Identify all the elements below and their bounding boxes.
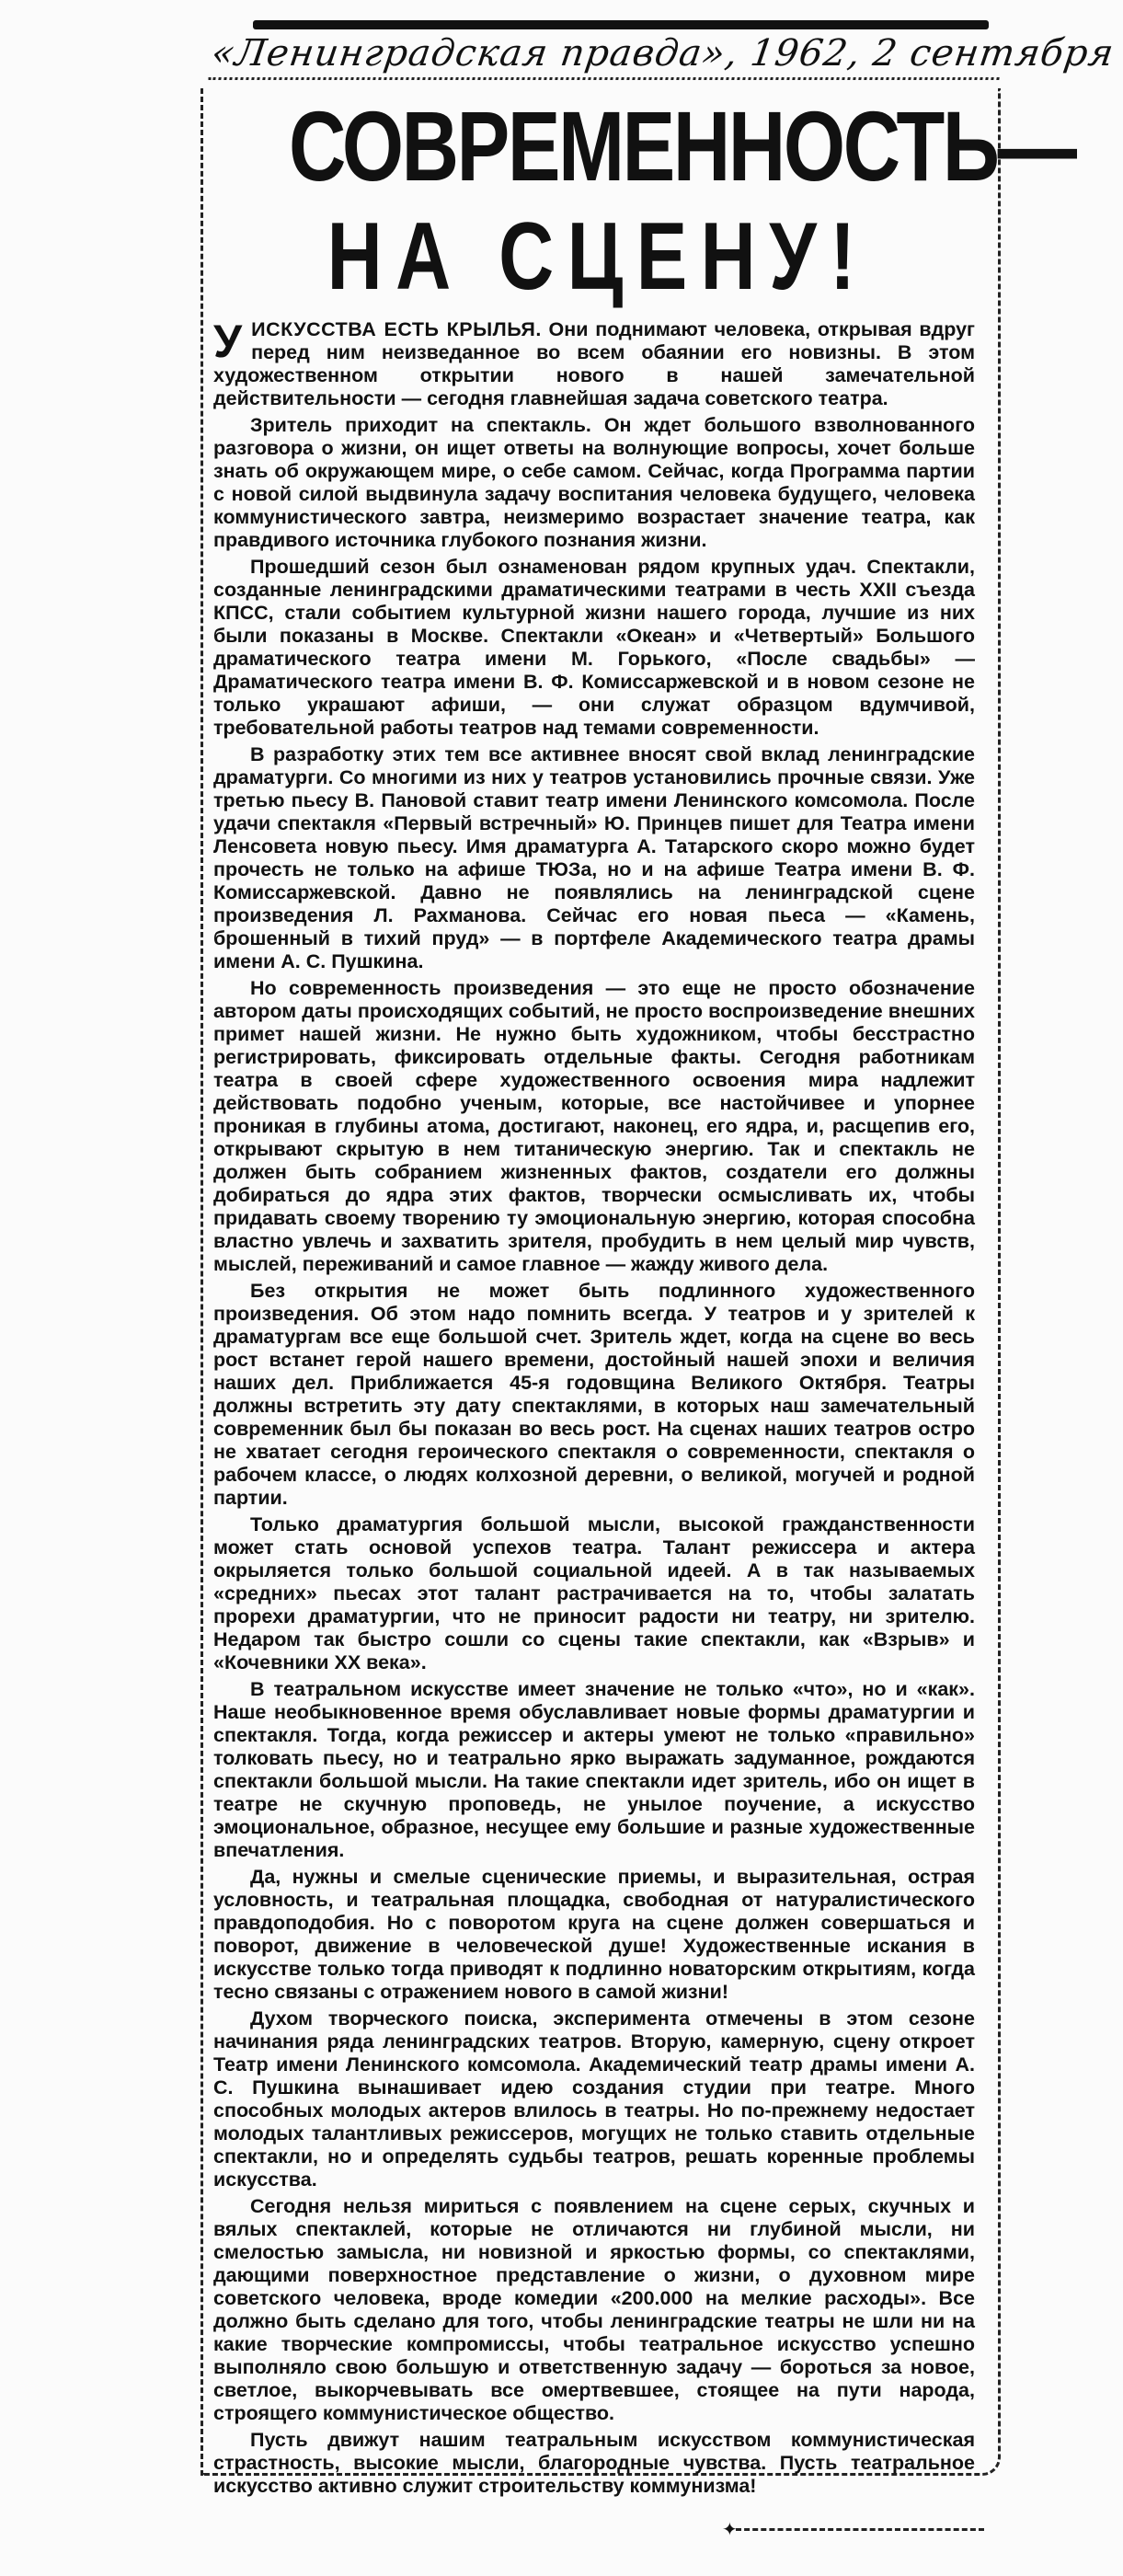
- handwritten-source-note: «Ленинградская правда», 1962, 2 сентября: [208, 31, 1005, 80]
- lead-in: ИСКУССТВА ЕСТЬ КРЫЛЬЯ.: [251, 318, 542, 340]
- paragraph-4: В разработку этих тем все активнее вносят свой вклад ленинградские драматурги. Со многими из них у театров установились прочные связи. Уже третью пьесу В. Пановой ставит театр имени Ленинского комсомола. После удачи спектакля «Первый встречный» Ю. Принцев пишет для Театра имени Ленсовета новую пьесу. Имя драматурга А. Татарского скоро можно будет прочесть не только на афише ТЮЗа, но и на афише Театра имени В. Ф. Комиссаржевской. Давно не появлялись на ленинградской сцене произведения Л. Рахманова. Сейчас его новая пьеса — «Камень, брошенный в тихий пруд» — в портфеле Академического театра драмы имени А. С. Пушкина.: [213, 743, 975, 972]
- headline-line-1: СОВРЕМЕННОСТЬ—: [289, 90, 1075, 201]
- paragraph-11: Сегодня нельзя мириться с появлением на сцене серых, скучных и вялых спектаклей, которые не отличаются ни глубиной мысли, ни смелостью замысла, ни новизной и яркостью формы, со спектаклями, дающими поверхностное представление о жизни, о духовном мире советского человека, вроде комедии «200.000 на мелкие расходы». Все должно быть сделано для того, чтобы ленинградские театры не шли ни на какие творческие компромиссы, чтобы театральное искусство успешно выполняло свою большую и ответственную задачу — бороться за новое, светлое, выкорчевывать все омертвевшее, стоящее на пути народа, строящего коммунистическое общество.: [213, 2195, 975, 2424]
- article-body: [213, 318, 975, 2501]
- end-mark-icon: ✦: [722, 2520, 738, 2540]
- headline-line-2: НА СЦЕНУ!: [327, 203, 869, 310]
- paragraph-2: Зритель приходит на спектакль. Он ждет большого взволнованного разговора о жизни, он ищет ответы на волнующие вопросы, хочет больше знать об окружающем мире, о себе самом. Сейчас, когда Программа партии с новой силой выдвинула задачу воспитания человека будущего, человека коммунистического завтра, неизмеримо возрастает значение театра, как правдивого источника глубокого познания жизни.: [213, 414, 975, 551]
- paragraph-1: [213, 318, 975, 410]
- clipping-top-rule: [253, 20, 989, 29]
- paragraph-8: В театральном искусстве имеет значение не только «что», но и «как». Наше необыкновенное время обуславливает новые формы драматургии и спектакля. Тогда, когда режиссер и актеры умеют не только «правильно» толковать пьесу, но и театрально ярко выражать задуманное, рождаются спектакли большой мысли. На такие спектакли идет зритель, ибо он ищет в театре не скучную проповедь, не унылое поучение, а искусство эмоциональное, образное, несущее ему большие и разные художественные впечатления.: [213, 1678, 975, 1861]
- paragraph-6: Без открытия не может быть подлинного художественного произведения. Об этом надо помнить всегда. У театров и у зрителей к драматургам все еще большой счет. Зритель ждет, когда на сцене во весь рост встанет герой нашего времени, достойный нашей эпохи и величия наших дел. Приближается 45-я годовщина Великого Октября. Театры должны встретить эту дату спектаклями, в которых наш замечательный современник был бы показан во весь рост. На сценах наших театров остро не хватает сегодня героического спектакля о современности, спектакля о рабочем классе, о людях колхозной деревни, о великой, могучей и родной партии.: [213, 1280, 975, 1509]
- drop-cap: У: [213, 316, 243, 367]
- paragraph-10: Духом творческого поиска, эксперимента отмечены в этом сезоне начинания ряда ленинградских театров. Вторую, камерную, сцену откроет Театр имени Ленинского комсомола. Академический театр драмы имени А. С. Пушкина вынашивает идею создания студии при театре. Много способных молодых актеров влилось в театры. Но по-прежнему недостает молодых талантливых режиссеров, могущих не только ставить отдельные спектакли, но и определять судьбы театров, решать коренные проблемы искусства.: [213, 2007, 975, 2191]
- paragraph-7: Только драматургия большой мысли, высокой гражданственности может стать основой успехов театра. Талант режиссера и актера окрыляется только большой социальной идеей. А в так называемых «средних» пьесах этот талант растрачивается на то, чтобы залатать прорехи драматургии, что не приносит радости ни театру, ни зрителю. Недаром так быстро сошли со сцены такие спектакли, как «Взрыв» и «Кочевники XX века».: [213, 1513, 975, 1673]
- clipping-end-rule: [736, 2528, 984, 2531]
- paragraph-text: Они поднимают человека, открывая вдруг перед ним неизведанное во всем обаянии его новизны. В этом художественном открытии нового в нашей замечательной действительности — сегодня главнейшая задача советского театра.: [213, 318, 976, 409]
- paragraph-3: Прошедший сезон был ознаменован рядом крупных удач. Спектакли, созданные ленинградскими драматическими театрами в честь XXII съезда КПСС, стали событием культурной жизни нашего города, лучшие из них были показаны в Москве. Спектакли «Океан» и «Четвертый» Большого драматического театра имени М. Горького, «После свадьбы» — Драматического театра имени В. Ф. Комиссаржевской и в новом сезоне не только украшают афиши, — они служат образцом вдумчивой, требовательной работы театров над темами современности.: [213, 556, 975, 739]
- paragraph-12: Пусть движут нашим театральным искусством коммунистическая страстность, высокие мысли, благородные чувства. Пусть театральное искусство активно служит строительству коммунизма!: [213, 2429, 975, 2497]
- paragraph-9: Да, нужны и смелые сценические приемы, и выразительная, острая условность, и театральная площадка, свободная от натуралистического правдоподобия. Но с поворотом круга на сцене должен совершаться и поворот, движение в человеческой душе! Художественные искания в искусстве только тогда приводят к подлинно новаторским открытиям, когда тесно связаны с отражением нового в самой жизни!: [213, 1866, 975, 2003]
- paragraph-5: Но современность произведения — это еще не просто обозначение автором даты происходящих событий, не просто воспроизведение внешних примет нашей жизни. Не нужно быть художником, чтобы бесстрастно регистрировать, фиксировать отдельные факты. Сегодня работникам театра в своей сфере художественного освоения мира надлежит действовать подобно ученым, которые, все настойчивее и упорнее проникая в глубины атома, достигают, наконец, его ядра, и, расщепив его, открывают скрытую в нем титаническую энергию. Так и спектакль не должен быть собранием жизненных фактов, создатели его должны добираться до ядра этих фактов, творчески осмысливать их, чтобы придавать своему творению ту эмоциональную энергию, которая способна властно увлечь и захватить зрителя, пробудить в нем целый мир чувств, мыслей, переживаний и самое главное — жажду живого дела.: [213, 977, 975, 1275]
